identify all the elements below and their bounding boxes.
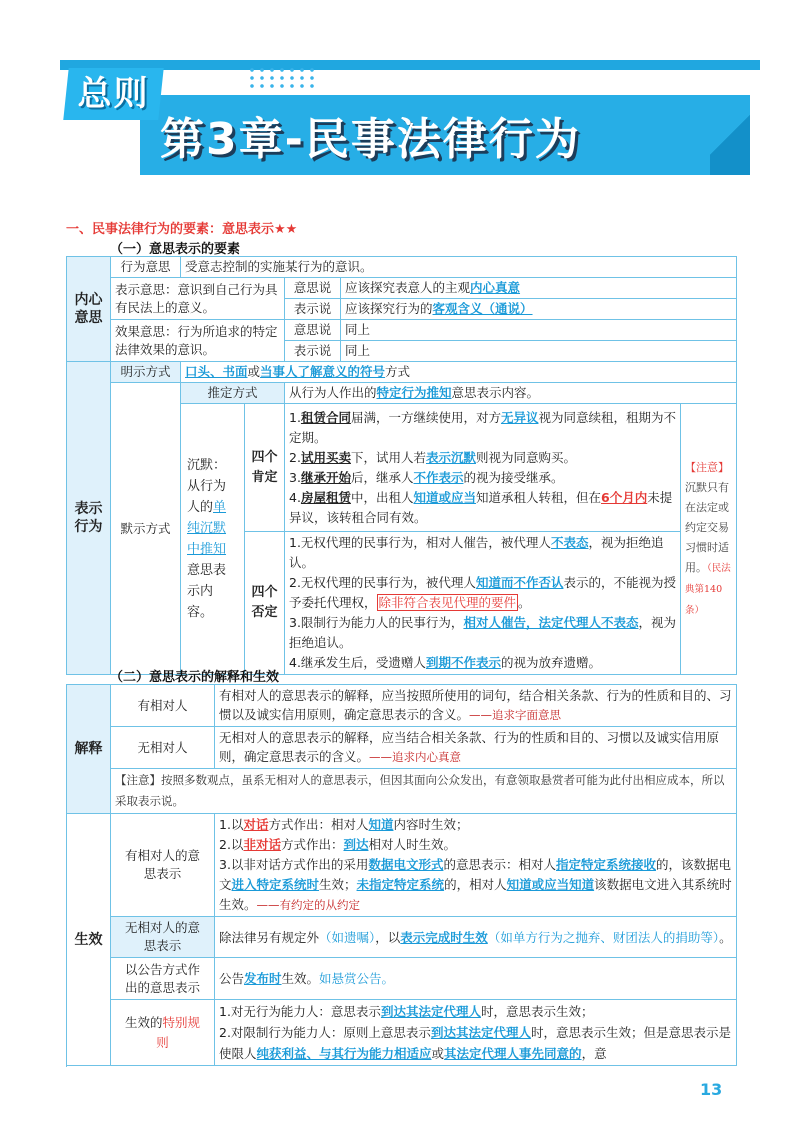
text-span: 除法律另有规定外 <box>219 929 320 945</box>
cell-xiaoguo-yisi: 效果意思：行为所追求的特定法律效果的意识。 <box>111 320 285 362</box>
part-tag-label: 总则 <box>77 74 150 114</box>
text-span: 2.以 <box>219 837 244 852</box>
note-text: ——有约定的从约定 <box>256 898 361 912</box>
text-span: 该数据电文进入其系统时生效。 <box>219 877 732 912</box>
text-span: 生效； <box>319 877 357 892</box>
text-span: ，视为拒绝追认。 <box>289 535 664 570</box>
list-item <box>289 613 676 653</box>
table-row <box>67 320 737 341</box>
table-row <box>67 814 737 917</box>
cell-xingwei-label: 行为意思 <box>111 257 181 278</box>
cell-fouding-list <box>285 532 681 675</box>
cell-wxd-text <box>215 917 737 958</box>
section-heading-text: 一、民事法律行为的要素：意思表示 <box>66 222 275 237</box>
highlight-text: 不作表示 <box>413 469 464 485</box>
cell-biaoshi-yisi: 表示意思：意识到自己行为具有民法上的意义。 <box>111 278 285 320</box>
cell-yisi-shuo-text <box>341 278 737 299</box>
text-span: 的意思表示：相对人 <box>443 857 556 872</box>
cell-you-text <box>215 685 737 727</box>
text-span: 方式 <box>385 364 411 379</box>
highlight-text-red: 非对话 <box>243 837 281 852</box>
highlight-text: 发布时 <box>244 970 282 986</box>
text-span: 生效的 <box>124 1014 163 1030</box>
text-span: 应该探究行为的 <box>345 301 433 316</box>
text-span: 方式作出： <box>280 837 344 852</box>
cell-biaoshi-shuo-text <box>341 299 737 320</box>
text-span: ，以 <box>375 929 401 945</box>
blue-text: （如单方行为之抛弃、财团法人的捐助等） <box>487 929 720 945</box>
cell-kending-list <box>285 404 681 532</box>
bold-text: 试用买卖 <box>300 449 351 465</box>
row-header-jieshi: 解释 <box>67 685 111 814</box>
list-item <box>219 1001 732 1022</box>
table-row <box>67 958 737 1000</box>
text-span: 未提异议，该转租合同有效。 <box>289 489 673 525</box>
text-span: 相对人时生效。 <box>368 837 456 852</box>
banner-top-bar <box>60 60 760 70</box>
elements-table <box>66 256 737 675</box>
text-span: 时，意思表示生效； <box>480 1004 594 1019</box>
text-span: 内容时生效； <box>393 817 469 832</box>
interpretation-table <box>66 684 737 1066</box>
text-span: 下，试用人若 <box>350 449 426 465</box>
highlight-text-red: 对话 <box>243 817 269 832</box>
text-span: 中，出租人 <box>350 489 414 505</box>
note-text: 沉默只有在法定或约定交易习惯时适用。 <box>685 480 729 574</box>
text-span: 3. <box>289 469 301 485</box>
table-row <box>67 257 737 278</box>
list-item <box>289 468 676 488</box>
text-span: 。 <box>518 595 531 610</box>
row-header-neixin: 内心意思 <box>67 257 111 362</box>
highlight-text: 知道 <box>368 817 394 832</box>
banner-dot-pattern <box>247 66 317 90</box>
text-span: 沉默：从行为人的 <box>187 458 227 515</box>
list-item <box>289 533 676 573</box>
table-row <box>67 769 737 814</box>
subsection-heading-1: （一）意思表示的要素 <box>110 242 241 257</box>
blue-text: （如遗嘱） <box>319 929 376 945</box>
cell-mingshi-label: 明示方式 <box>111 362 181 383</box>
text-span: 无相对人的意思表示的解释，应当结合相关条款、行为的性质和目的、习惯以及诚实信用原则，确定意思表示的含义。 <box>219 730 720 764</box>
cell-biaoshi-shuo: 表示说 <box>285 299 341 320</box>
cell-wxd-label: 无相对人的意思表示 <box>111 917 215 958</box>
highlight-text: 数据电文形式 <box>368 857 444 872</box>
cell-tongshang1: 同上 <box>341 320 737 341</box>
text-span: 。 <box>719 929 732 945</box>
text-span: 生效。 <box>281 970 320 986</box>
text-span: 意思表示内容。 <box>187 563 227 620</box>
text-span: 1.无权代理的民事行为，相对人催告，被代理人 <box>289 535 551 550</box>
text-span: 有相对人的意思表示的解释，应当按照所使用的词句，结合相关条款、行为的性质和目的、习惯以及诚实信用原则，确定意思表示的含义。 <box>219 688 732 722</box>
cell-biaoshi-shuo2: 表示说 <box>285 341 341 362</box>
text-span: 4. <box>289 489 301 505</box>
highlight-text: 表示完成时生效 <box>400 929 488 945</box>
table-row <box>67 278 737 299</box>
cell-sige-kending: 四个肯定 <box>245 404 285 532</box>
text-span: 后，继承人 <box>350 469 414 485</box>
text-span: 时，意思表示生效；但是意思表示是使限人 <box>219 1025 731 1061</box>
chapter-banner <box>0 0 800 200</box>
list-item <box>289 573 676 613</box>
highlight-text-red: 6个月内 <box>601 489 648 505</box>
page-number: 13 <box>700 1080 723 1099</box>
cell-tb-label <box>111 1000 215 1066</box>
text-span: 1.对无行为能力人：意思表示 <box>219 1004 381 1019</box>
text-span: 3.限制行为能力人的民事行为， <box>289 615 464 630</box>
cell-wu-text <box>215 727 737 769</box>
cell-wu-label: 无相对人 <box>111 727 215 769</box>
cell-tuiding-text <box>285 383 737 404</box>
text-span: 2. <box>289 449 301 465</box>
text-span: 则视为同意购买。 <box>475 449 576 465</box>
list-item <box>219 855 732 915</box>
part-tag <box>63 68 163 120</box>
note-ref: （民法典第140条） <box>685 562 731 616</box>
text-span: 意思表示内容。 <box>451 385 540 400</box>
row-header-biaoshi: 表示行为 <box>67 362 111 675</box>
text-span: 2.对限制行为能力人：原则上意思表示 <box>219 1025 431 1040</box>
cell-chenmo <box>181 404 245 675</box>
cell-tuiding-label: 推定方式 <box>181 383 285 404</box>
text-span: 1. <box>289 409 301 425</box>
text-span: 或 <box>247 364 261 379</box>
highlight-text: 特定行为推知 <box>376 385 452 400</box>
highlight-text: 知道或应当 <box>413 489 476 505</box>
table-row <box>67 383 737 404</box>
cell-zhuyi: 【注意】按照多数观点，虽系无相对人的意思表示，但因其面向公众发出，有意领取悬赏者可能为此付出相应成本，所以采取表示说。 <box>111 769 737 814</box>
text-span: 1.以 <box>219 817 244 832</box>
list-item <box>289 448 676 468</box>
bold-text: 继承开始 <box>300 469 351 485</box>
cell-moshi-label: 默示方式 <box>111 383 181 675</box>
highlight-text: 进入特定系统时 <box>231 877 320 892</box>
highlight-text: 客观含义（通说） <box>432 301 533 316</box>
cell-yxd-text <box>215 814 737 917</box>
list-item <box>219 835 732 855</box>
table-row <box>67 685 737 727</box>
table-row <box>67 362 737 383</box>
text-span: 应该探究表意人的主观 <box>345 280 471 295</box>
text-span: 从行为人作出的 <box>289 385 377 400</box>
text-span: 的视为接受继承。 <box>463 469 564 485</box>
text-span: 视为同意续租，租期为不定期。 <box>289 409 676 445</box>
text-span: ，意 <box>581 1046 607 1061</box>
table-row <box>67 727 737 769</box>
highlight-text: 当事人了解意义的符号 <box>260 364 386 379</box>
row-header-shengxiao: 生效 <box>67 814 111 1066</box>
list-item <box>219 815 732 835</box>
cell-you-label: 有相对人 <box>111 685 215 727</box>
table-row <box>67 917 737 958</box>
highlight-text: 知道而不作否认 <box>475 575 564 590</box>
highlight-text: 知道或应当知道 <box>506 877 595 892</box>
cell-xingwei-text: 受意志控制的实施某行为的意识。 <box>181 257 737 278</box>
note-text: ——追求字面意思 <box>469 708 562 722</box>
text-span: 知道承租人转租，但在 <box>475 489 601 505</box>
highlight-text: 未指定特定系统 <box>356 877 445 892</box>
highlight-text: 相对人催告，法定代理人不表态 <box>463 615 639 630</box>
cell-side-note <box>681 404 737 675</box>
cell-tongshang2: 同上 <box>341 341 737 362</box>
cell-yisi-shuo2: 意思说 <box>285 320 341 341</box>
cell-yisi-shuo: 意思说 <box>285 278 341 299</box>
highlight-text: 到达其法定代理人 <box>430 1025 531 1040</box>
highlight-text: 到达 <box>343 837 369 852</box>
blue-text: 如悬赏公告。 <box>319 970 395 986</box>
cell-yxd-label: 有相对人的意思表示 <box>111 814 215 917</box>
text-span: ，视为拒绝追认。 <box>289 615 676 650</box>
highlight-text: 无异议 <box>500 409 539 425</box>
cell-tb-text <box>215 1000 737 1066</box>
highlight-text: 表示沉默 <box>425 449 476 465</box>
cell-mingshi-text <box>181 362 737 383</box>
highlight-text: 其法定代理人事先同意的 <box>444 1046 582 1061</box>
list-item <box>219 1022 732 1064</box>
red-text: 特别规则 <box>156 1014 201 1050</box>
text-span: 表示的，不能视为授予委托代理权， <box>289 575 676 610</box>
text-span: 2.无权代理的民事行为，被代理人 <box>289 575 476 590</box>
cell-sige-fouding: 四个否定 <box>245 532 285 675</box>
list-item <box>289 653 676 673</box>
highlight-text: 单纯沉默中推知 <box>187 500 227 557</box>
highlight-text: 口头、书面 <box>185 364 248 379</box>
list-item <box>289 488 676 528</box>
text-span: 届满，一方继续使用，对方 <box>350 409 501 425</box>
boxed-text-red: 除非符合表见代理的要件 <box>378 595 517 610</box>
text-span: 的，相对人 <box>444 877 507 892</box>
text-span: 或 <box>431 1046 445 1061</box>
chapter-title: 第3章-民事法律行为 <box>160 114 581 165</box>
highlight-text: 不表态 <box>550 535 589 550</box>
cell-gg-text <box>215 958 737 1000</box>
note-label: 【注意】 <box>685 460 729 474</box>
text-span: 4.继承发生后，受遗赠人 <box>289 655 426 670</box>
bold-text: 租赁合同 <box>300 409 351 425</box>
highlight-text: 到期不作表示 <box>425 655 501 670</box>
note-text: ——追求内心真意 <box>369 750 462 764</box>
highlight-text: 到达其法定代理人 <box>380 1004 481 1019</box>
highlight-text: 纯获利益、与其行为能力相适应 <box>256 1046 432 1061</box>
table-row <box>67 1000 737 1066</box>
text-span: 3.以非对话方式作出的采用 <box>219 857 369 872</box>
text-span: 方式作出：相对人 <box>268 817 369 832</box>
text-span: 的视为放弃遗赠。 <box>500 655 601 670</box>
text-span: 的，该数据电文 <box>219 857 731 892</box>
section-heading <box>66 218 297 237</box>
cell-gg-label: 以公告方式作出的意思表示 <box>111 958 215 1000</box>
text-span: 公告 <box>219 970 245 986</box>
list-item <box>289 408 676 448</box>
highlight-text: 内心真意 <box>470 280 521 295</box>
highlight-text: 指定特定系统接收 <box>555 857 656 872</box>
subsection-heading-2: （二）意思表示的解释和生效 <box>110 670 280 685</box>
bold-text: 房屋租赁 <box>300 489 351 505</box>
importance-stars: ★★ <box>274 222 298 237</box>
